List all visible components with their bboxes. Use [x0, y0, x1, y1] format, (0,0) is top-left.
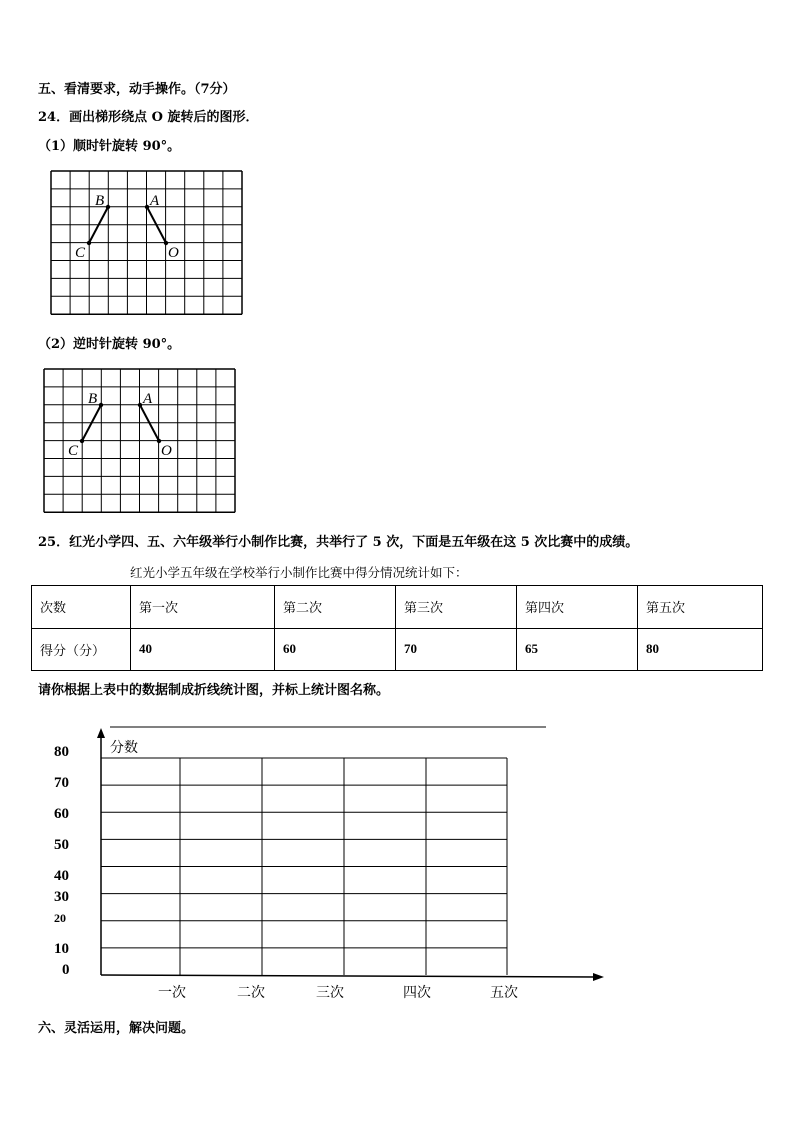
y-tick-label: 80 — [54, 744, 69, 760]
q25-instruction: 请你根据上表中的数据制成折线统计图，并标上统计图名称。 — [38, 683, 390, 698]
table-cell: 第二次 — [275, 586, 396, 629]
grid1-label-a: A — [150, 193, 160, 209]
x-axis-arrow — [593, 973, 604, 981]
y-tick-label: 30 — [54, 889, 69, 905]
grid1-label-c: C — [75, 245, 86, 261]
grid2-label-o: O — [161, 443, 172, 459]
table-cell: 40 — [131, 628, 275, 671]
y-tick-label: 0 — [62, 962, 70, 978]
y-tick-label: 10 — [54, 941, 69, 957]
table-cell: 80 — [638, 628, 763, 671]
table-cell: 70 — [396, 628, 517, 671]
q24-part2: （2）逆时针旋转 90°。 — [38, 337, 181, 352]
y-axis-label: 分数 — [110, 740, 138, 756]
grid1-label-b: B — [95, 193, 105, 209]
x-tick-label: 四次 — [403, 985, 431, 1001]
table-cell: 65 — [517, 628, 638, 671]
table-cell: 第四次 — [517, 586, 638, 629]
q24-title: 24．画出梯形绕点 O 旋转后的图形． — [38, 110, 259, 125]
section-5-title: 五、看清要求，动手操作。（7分） — [38, 82, 236, 97]
grid1-label-o: O — [168, 245, 179, 261]
q25-caption: 红光小学五年级在学校举行小制作比赛中得分情况统计如下： — [130, 565, 468, 580]
table-cell: 次数 — [32, 586, 131, 629]
section-6-title: 六、灵活运用，解决问题。 — [38, 1021, 195, 1036]
x-tick-label: 五次 — [490, 985, 518, 1001]
y-axis-arrow — [97, 728, 105, 738]
q25-title: 25．红光小学四、五、六年级举行小制作比赛，共举行了 5 次，下面是五年级在这 5 次比赛中的成绩。 — [38, 535, 639, 550]
x-tick-label: 一次 — [158, 985, 186, 1001]
table-cell: 60 — [275, 628, 396, 671]
grid2-label-b: B — [88, 391, 98, 407]
y-tick-label: 40 — [54, 868, 69, 884]
x-tick-label: 三次 — [316, 985, 344, 1001]
y-tick-label: 70 — [54, 775, 69, 791]
grid2-label-c: C — [68, 443, 79, 459]
q24-part1: （1）顺时针旋转 90°。 — [38, 139, 181, 154]
x-axis — [101, 975, 596, 977]
table-cell: 第五次 — [638, 586, 763, 629]
table-cell: 第一次 — [131, 586, 275, 629]
y-tick-label: 60 — [54, 806, 69, 822]
table-cell: 第三次 — [396, 586, 517, 629]
table-cell: 得分（分） — [32, 628, 131, 671]
y-tick-label: 20 — [54, 911, 66, 925]
x-tick-label: 二次 — [237, 985, 265, 1001]
grid2-label-a: A — [143, 391, 153, 407]
y-tick-label: 50 — [54, 837, 69, 853]
